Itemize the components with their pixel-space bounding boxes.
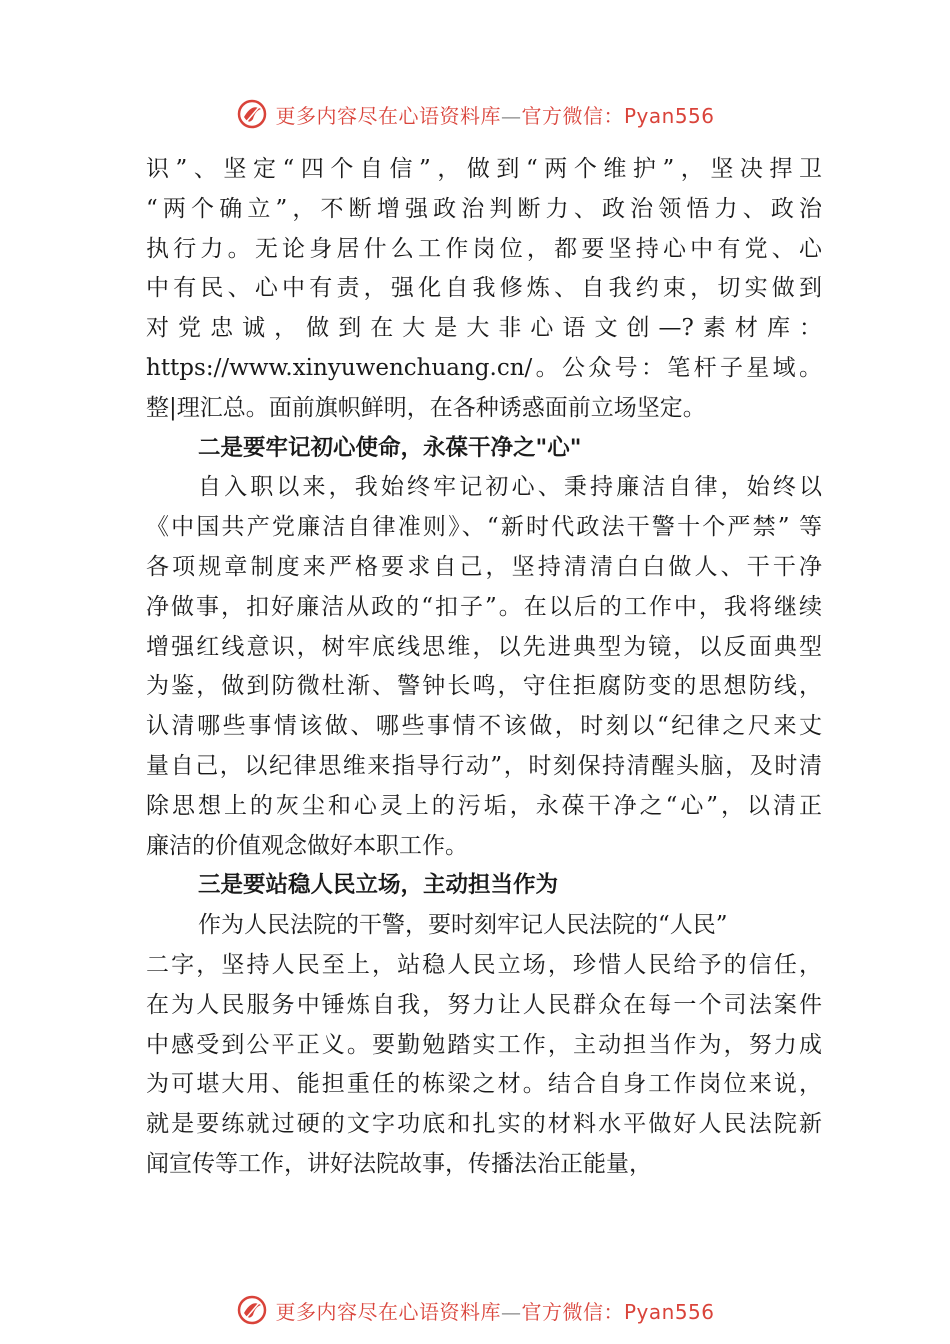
banner-text [275, 1296, 714, 1325]
banner-sep: — [500, 103, 522, 128]
paragraph-1 [146, 150, 822, 429]
banner-text [275, 100, 714, 129]
banner-main: 更多内容尽在心语资料库 [275, 103, 501, 128]
text-line: 对党忠诚，做到在大是大非心语文创—?素材库： [146, 315, 822, 342]
text-line: 识”、坚定“四个自信”，做到“两个维护”，坚决捍卫 [146, 156, 822, 182]
text-line: 净做事，扣好廉洁从政的“扣子”。在以后的工作中，我将继续 [146, 593, 822, 620]
text-line: 作为人民法院的干警，要时刻牢记人民法院的“人民” [198, 912, 728, 939]
banner-main: 更多内容尽在心语资料库 [275, 1299, 501, 1324]
text-line: 除思想上的灰尘和心灵上的污垢，永葆干净之“心”，以清正 [146, 792, 822, 819]
banner-id: Pyan556 [623, 103, 715, 128]
banner-sep: — [500, 1299, 522, 1324]
banner-label: 官方微信： [521, 1299, 624, 1324]
text-line: 中有民、心中有责，强化自我修炼、自我约束，切实做到 [146, 275, 822, 302]
paragraph-2 [146, 468, 822, 866]
red-swirl-logo-icon [235, 97, 269, 131]
banner-label: 官方微信： [521, 103, 624, 128]
text-line: 中感受到公平正义。要勤勉踏实工作，主动担当作为，努力成 [146, 1031, 822, 1058]
footer-banner [0, 1290, 950, 1330]
text-line: 廉洁的价值观念做好本职工作。 [146, 832, 468, 859]
text-line: https://www.xinyuwenchuang.cn/。公众号：笔杆子星域。 [146, 354, 822, 381]
text-line: 为鉴，做到防微杜渐、警钟长鸣，守住拒腐防变的思想防线， [146, 673, 822, 700]
text-line: 整|理汇总。面前旗帜鲜明，在各种诱惑面前立场坚定。 [146, 394, 706, 421]
text-line: 《中国共产党廉洁自律准则》、“新时代政法干警十个严禁” 等 [146, 514, 822, 541]
red-swirl-logo-icon [235, 1293, 269, 1327]
section-heading-2: 二是要牢记初心使命，永葆干净之"心" [198, 434, 582, 461]
text-line: 为可堪大用、能担重任的栋梁之材。结合自身工作岗位来说， [146, 1071, 822, 1098]
text-line: 闻宣传等工作，讲好法院故事，传播法治正能量， [146, 1150, 652, 1177]
text-line: 认清哪些事情该做、哪些事情不该做，时刻以“纪律之尺来丈 [146, 713, 822, 740]
header-banner [0, 94, 950, 134]
text-line: 二字，坚持人民至上，站稳人民立场，珍惜人民给予的信任， [146, 951, 822, 978]
text-line: 增强红线意识，树牢底线思维，以先进典型为镜，以反面典型 [146, 633, 822, 660]
text-line: 自入职以来，我始终牢记初心、秉持廉洁自律，始终以 [198, 474, 822, 501]
text-line: 量自己，以纪律思维来指导行动”，时刻保持清醒头脑，及时清 [146, 752, 822, 779]
banner-id: Pyan556 [623, 1299, 715, 1324]
text-line: 在为人民服务中锤炼自我，努力让人民群众在每一个司法案件 [146, 991, 822, 1018]
text-line: “两个确立”，不断增强政治判断力、政治领悟力、政治 [146, 195, 822, 222]
document-body [146, 150, 822, 1185]
text-line: 各项规章制度来严格要求自己，坚持清清白白做人、干干净 [146, 553, 822, 580]
text-line: 执行力。无论身居什么工作岗位，都要坚持心中有党、心 [146, 235, 822, 262]
section-heading-3: 三是要站稳人民立场，主动担当作为 [198, 872, 559, 899]
paragraph-3 [146, 906, 822, 1185]
text-line: 就是要练就过硬的文字功底和扎实的材料水平做好人民法院新 [146, 1111, 822, 1138]
